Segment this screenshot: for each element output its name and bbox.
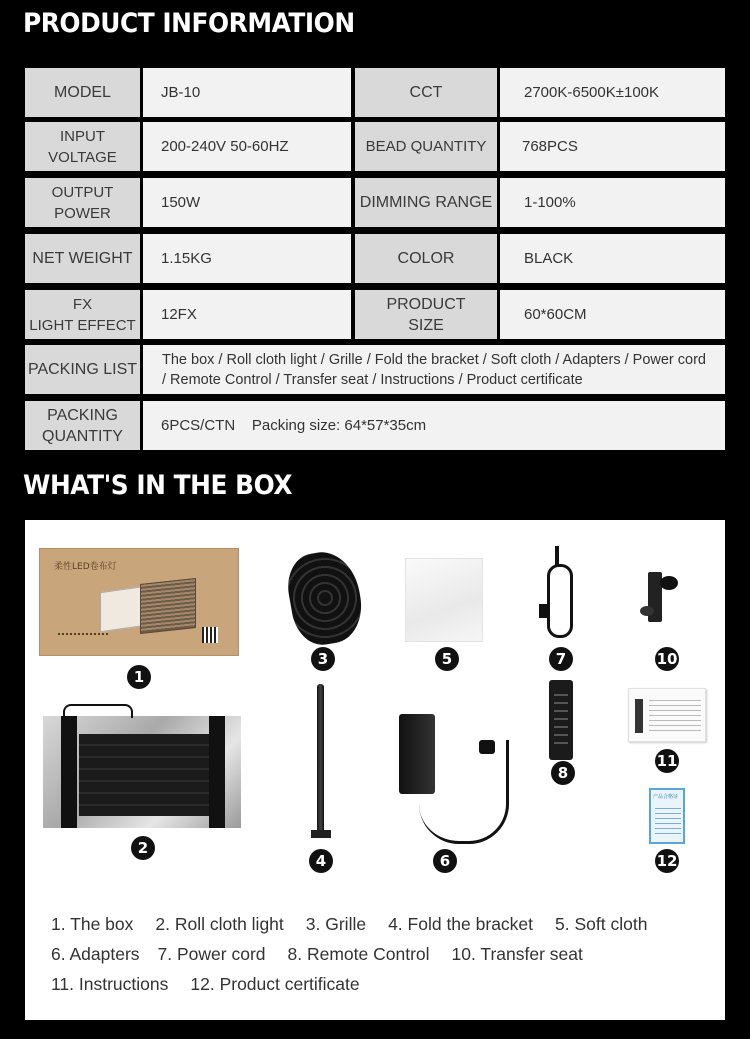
- net-weight-label: NET WEIGHT: [25, 234, 140, 283]
- packing-quantity-label-line2: QUANTITY: [42, 427, 123, 445]
- packing-list-value: [143, 345, 725, 394]
- color-value: BLACK: [500, 234, 725, 283]
- bead-quantity-label: BEAD QUANTITY: [355, 122, 497, 171]
- roll-cloth-light-panel: [79, 734, 209, 816]
- roll-strap-left: [61, 716, 77, 828]
- model-value: JB-10: [143, 68, 351, 117]
- transfer-seat-knob: [660, 576, 678, 590]
- box-contents-panel: [25, 520, 725, 1020]
- input-voltage-label: INPUT VOLTAGE: [25, 122, 140, 171]
- box-image: [39, 548, 239, 656]
- item-number-1: 1: [127, 665, 151, 689]
- box-brand-text: 柔性LED卷布灯: [54, 562, 117, 572]
- fx-value: 12FX: [143, 290, 351, 339]
- instructions-image: [628, 688, 706, 742]
- adapter-connector: [479, 740, 495, 754]
- item-number-12: 12: [655, 849, 679, 873]
- item-number-4: 4: [309, 849, 333, 873]
- grille-shape: [283, 547, 368, 650]
- box-feature-icons: [58, 633, 108, 643]
- qr-code-icon: [202, 627, 218, 643]
- product-size-value: 60*60CM: [500, 290, 725, 339]
- item-number-5: 5: [435, 647, 459, 671]
- product-size-label: [355, 290, 497, 339]
- legend-item-11: 11. Instructions: [51, 974, 169, 994]
- power-cord-image: [535, 546, 581, 642]
- item-number-8: 8: [551, 761, 575, 785]
- bracket-rod: [317, 684, 324, 834]
- input-voltage-value: 200-240V 50-60HZ: [143, 122, 351, 171]
- item-number-7: 7: [549, 647, 573, 671]
- model-label: MODEL: [25, 68, 140, 117]
- packing-list-label: PACKING LIST: [25, 345, 140, 394]
- packing-quantity-label: [25, 401, 140, 450]
- legend-item-4: 4. Fold the bracket: [388, 914, 534, 934]
- legend-line-3: [51, 974, 382, 995]
- remote-buttons: [554, 690, 568, 750]
- soft-cloth-image: [405, 558, 483, 642]
- output-power-label: OUTPUT POWER: [25, 178, 140, 227]
- power-cord-coil: [547, 564, 573, 638]
- power-cord-end: [555, 546, 559, 566]
- certificate-lines: [655, 804, 681, 838]
- adapter-cable: [419, 740, 509, 844]
- legend-item-7: 7. Power cord: [157, 944, 266, 964]
- certificate-title: 产品合格证: [653, 794, 679, 800]
- fx-label: [25, 290, 140, 339]
- dimming-range-value: 1-100%: [500, 178, 725, 227]
- legend-item-8: 8. Remote Control: [287, 944, 430, 964]
- legend-item-1: 1. The box: [51, 914, 134, 934]
- legend-item-10: 10. Transfer seat: [451, 944, 583, 964]
- net-weight-value: 1.15KG: [143, 234, 351, 283]
- fx-label-line1: FX: [72, 295, 93, 313]
- item-number-3: 3: [311, 647, 335, 671]
- product-information-title: PRODUCT INFORMATION: [23, 8, 355, 39]
- legend-item-5: 5. Soft cloth: [555, 914, 648, 934]
- legend-item-3: 3. Grille: [305, 914, 367, 934]
- grille-image: [290, 552, 360, 644]
- legend-item-6: 6. Adapters: [51, 944, 140, 964]
- product-size-label-line1: PRODUCT: [386, 295, 466, 313]
- product-size-label-line2: SIZE: [408, 316, 444, 334]
- packing-quantity-value: 6PCS/CTN Packing size: 64*57*35cm: [143, 401, 725, 450]
- instructions-remote-icon: [635, 699, 643, 733]
- transfer-seat-image: [640, 566, 680, 632]
- remote-control-image: [549, 680, 573, 760]
- instructions-lines: [649, 697, 701, 735]
- bead-quantity-value: 768PCS: [500, 122, 725, 171]
- packing-list-line2: / Remote Control / Transfer seat / Instructions / Product certificate: [162, 371, 583, 388]
- item-number-2: 2: [131, 836, 155, 860]
- legend-item-2: 2. Roll cloth light: [155, 914, 284, 934]
- transfer-seat-screw: [640, 606, 654, 616]
- color-label: COLOR: [355, 234, 497, 283]
- legend-line-1: [51, 914, 669, 935]
- roll-strap-right: [209, 716, 225, 828]
- cct-value: 2700K-6500K±100K: [500, 68, 725, 117]
- product-certificate-image: [649, 788, 685, 844]
- item-number-6: 6: [433, 849, 457, 873]
- whats-in-the-box-title: WHAT'S IN THE BOX: [23, 470, 293, 501]
- output-power-value: 150W: [143, 178, 351, 227]
- bracket-image: [311, 684, 331, 844]
- adapter-image: [399, 710, 519, 850]
- packing-quantity-label-line1: PACKING: [47, 406, 118, 424]
- item-number-11: 11: [655, 749, 679, 773]
- packing-list-line1: The box / Roll cloth light / Grille / Fold the bracket / Soft cloth / Adapters / Power cord: [162, 351, 706, 368]
- roll-cloth-light-image: [43, 716, 241, 828]
- power-plug-icon: [539, 604, 549, 618]
- box-panel-graphic-2: [140, 578, 196, 634]
- roll-cable: [63, 704, 133, 718]
- cct-label: CCT: [355, 68, 497, 117]
- item-number-10: 10: [655, 647, 679, 671]
- legend-item-12: 12. Product certificate: [190, 974, 360, 994]
- dimming-range-label: DIMMING RANGE: [355, 178, 497, 227]
- bracket-base: [311, 830, 331, 838]
- legend-line-2: [51, 944, 605, 965]
- fx-label-line2: LIGHT EFFECT: [29, 316, 136, 334]
